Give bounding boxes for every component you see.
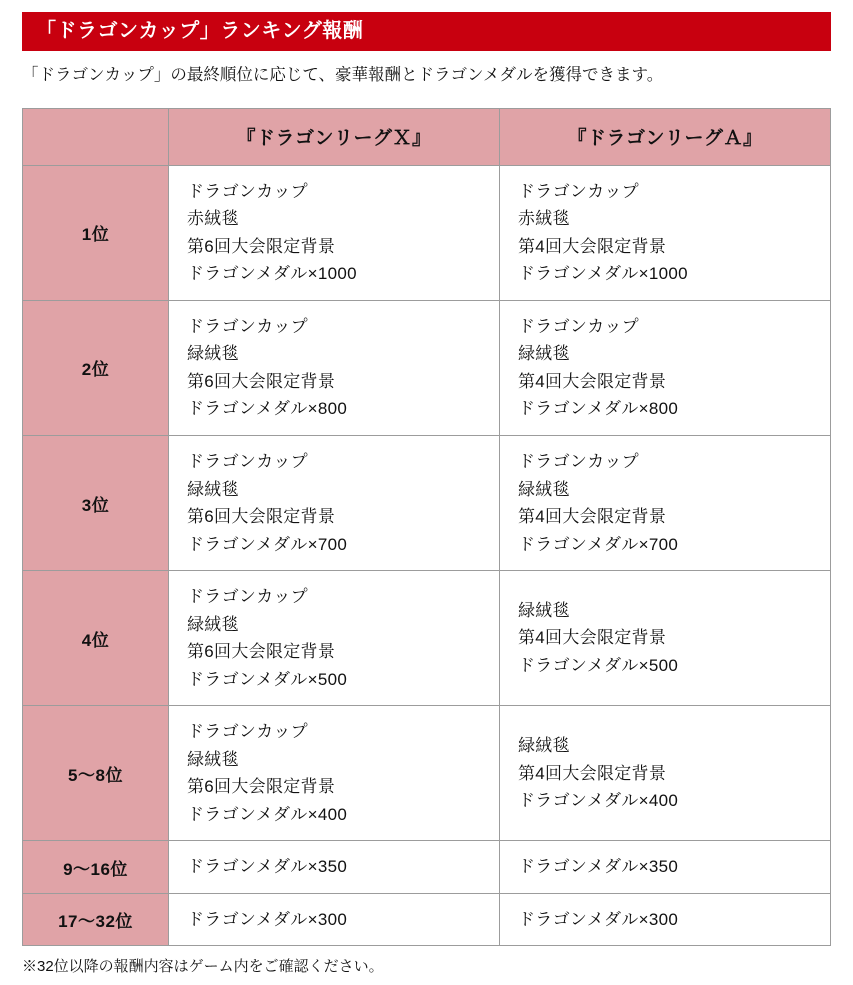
- reward-league-a: [500, 841, 831, 894]
- reward-line: ドラゴンメダル×350: [518, 857, 679, 877]
- rank-label: 3位: [23, 436, 169, 571]
- reward-line: ドラゴンメダル×300: [187, 909, 348, 929]
- reward-league-x: [169, 706, 500, 841]
- reward-page: [0, 12, 853, 985]
- reward-line: 第4回大会限定背景: [518, 507, 667, 527]
- reward-line: 第4回大会限定背景: [518, 763, 667, 783]
- reward-league-x: [169, 300, 500, 435]
- rank-label: 2位: [23, 300, 169, 435]
- reward-line: ドラゴンメダル×800: [187, 399, 348, 419]
- table-header-row: [23, 108, 831, 165]
- reward-line: ドラゴンカップ: [187, 181, 308, 201]
- reward-league-a: [500, 165, 831, 300]
- rank-label: 9〜16位: [23, 841, 169, 894]
- reward-line: 赤絨毯: [187, 209, 239, 229]
- reward-line: ドラゴンメダル×350: [187, 857, 348, 877]
- reward-league-a: [500, 300, 831, 435]
- rank-label: 4位: [23, 571, 169, 706]
- reward-line: ドラゴンメダル×700: [518, 534, 679, 554]
- table-body: [23, 165, 831, 946]
- reward-line: 第6回大会限定背景: [187, 236, 336, 256]
- reward-line: 第4回大会限定背景: [518, 628, 667, 648]
- reward-line: 第6回大会限定背景: [187, 642, 336, 662]
- reward-league-a: [500, 436, 831, 571]
- reward-league-x: [169, 436, 500, 571]
- reward-line: 第6回大会限定背景: [187, 371, 336, 391]
- reward-line: 緑絨毯: [187, 749, 239, 769]
- table-row: [23, 436, 831, 571]
- reward-line: 緑絨毯: [518, 736, 570, 756]
- reward-league-a: [500, 893, 831, 946]
- table-row: [23, 165, 831, 300]
- page-title: 「ドラゴンカップ」ランキング報酬: [22, 12, 831, 51]
- reward-league-x: [169, 571, 500, 706]
- table-row: [23, 841, 831, 894]
- table-row: [23, 893, 831, 946]
- reward-league-x: [169, 841, 500, 894]
- reward-line: ドラゴンカップ: [187, 452, 308, 471]
- reward-line: 第6回大会限定背景: [187, 507, 336, 527]
- table-row: [23, 571, 831, 706]
- reward-line: ドラゴンメダル×400: [187, 804, 348, 824]
- table-row: [23, 706, 831, 841]
- reward-line: ドラゴンカップ: [187, 587, 308, 607]
- reward-line: 緑絨毯: [187, 614, 239, 634]
- rank-label: 5〜8位: [23, 706, 169, 841]
- reward-line: 緑絨毯: [518, 344, 570, 364]
- reward-line: ドラゴンメダル×700: [187, 534, 348, 554]
- reward-line: ドラゴンメダル×500: [518, 655, 679, 675]
- reward-league-x: [169, 893, 500, 946]
- reward-line: ドラゴンメダル×1000: [187, 264, 357, 284]
- column-header-rank: [23, 108, 169, 165]
- reward-line: ドラゴンメダル×800: [518, 399, 679, 419]
- reward-line: 赤絨毯: [518, 209, 570, 229]
- reward-league-a: [500, 706, 831, 841]
- reward-line: 緑絨毯: [518, 479, 570, 499]
- reward-line: 第4回大会限定背景: [518, 371, 667, 391]
- reward-line: ドラゴンカップ: [187, 722, 308, 742]
- reward-line: ドラゴンカップ: [518, 181, 639, 201]
- intro-text: 「ドラゴンカップ」の最終順位に応じて、豪華報酬とドラゴンメダルを獲得できます。: [22, 66, 664, 84]
- reward-league-x: [169, 165, 500, 300]
- reward-line: 緑絨毯: [187, 344, 239, 364]
- column-header-league-x: 『ドラゴンリーグＸ』: [169, 108, 500, 165]
- reward-line: ドラゴンカップ: [518, 452, 639, 471]
- reward-line: ドラゴンメダル×400: [518, 791, 679, 811]
- reward-line: 緑絨毯: [187, 479, 239, 499]
- reward-table: [22, 108, 831, 947]
- table-header: [23, 108, 831, 165]
- reward-line: ドラゴンカップ: [187, 316, 308, 336]
- footnote: ※32位以降の報酬内容はゲーム内をご確認ください。: [22, 958, 384, 976]
- column-header-league-a: 『ドラゴンリーグＡ』: [500, 108, 831, 165]
- reward-line: 第4回大会限定背景: [518, 236, 667, 256]
- rank-label: 1位: [23, 165, 169, 300]
- reward-line: ドラゴンカップ: [518, 316, 639, 336]
- reward-line: 第6回大会限定背景: [187, 777, 336, 797]
- reward-league-a: [500, 571, 831, 706]
- reward-table-container: [22, 108, 831, 947]
- rank-label: 17〜32位: [23, 893, 169, 946]
- table-row: [23, 300, 831, 435]
- reward-line: ドラゴンメダル×1000: [518, 264, 688, 284]
- reward-line: ドラゴンメダル×300: [518, 909, 679, 929]
- reward-line: ドラゴンメダル×500: [187, 669, 348, 689]
- reward-line: 緑絨毯: [518, 600, 570, 620]
